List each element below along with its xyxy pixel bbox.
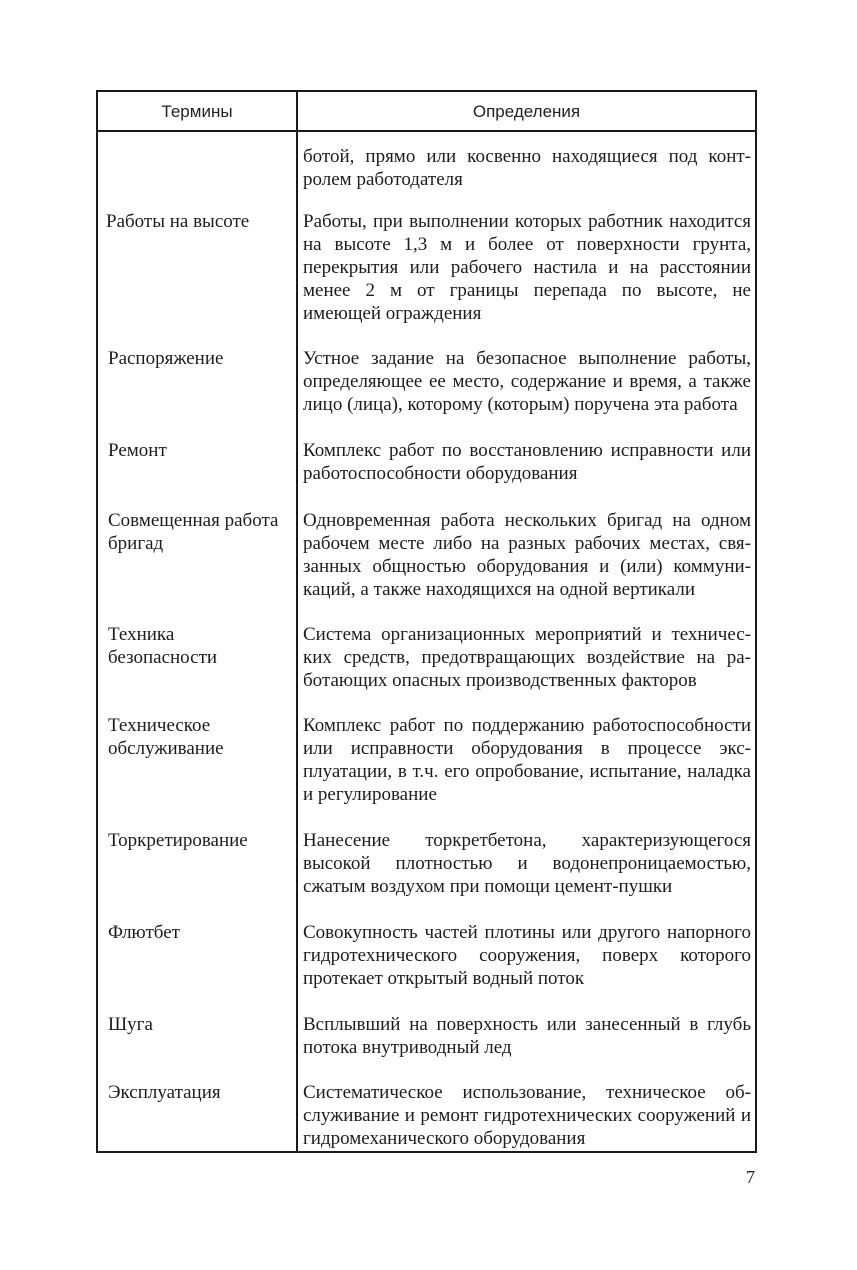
row-term: Торкретирование [108, 830, 248, 851]
row-definition: Комплекс работ по восстановлению исправности или работоспособности оборудования [303, 440, 751, 484]
row-term: Техника безопасности [108, 624, 218, 668]
row-term: Техническое обслуживание [108, 715, 224, 759]
row-term: Флютбет [108, 922, 180, 943]
row-definition: Система организационных мероприятий и технических средств, предотвращающих воздействие на работающих опасных производственных факторов [303, 624, 751, 691]
row-term: Шуга [108, 1014, 153, 1035]
row-definition: Совокупность частей плотины или другого напорного гидротехнического сооружения, поверх которого протекает открытый водный поток [303, 922, 751, 989]
table-header [98, 92, 755, 132]
terms-table [96, 90, 757, 1153]
row-definition: Комплекс работ по поддержанию работоспособности или исправности оборудования в процессе эксплуатации, в т.ч. его опробование, испытание, наладка и регулирование [303, 715, 751, 805]
row-definition: Систематическое использование, техническое обслуживание и ремонт гидротехнических сооружений и гидромеханического оборудования [303, 1082, 751, 1149]
row-definition: Всплывший на поверхность или занесенный в глубь потока внутриводный лед [303, 1014, 751, 1058]
header-definitions: Определения [472, 102, 581, 121]
row-term: Совмещенная работа бригад [108, 510, 279, 554]
row-term: Работы на высоте [106, 211, 250, 232]
row-definition: Одновременная работа нескольких бригад на одном рабочем месте либо на разных рабочих местах, связанных общностью оборудования и (или) коммуникаций, а также находящихся на одной вертикали [303, 510, 751, 600]
row-term: Эксплуатация [108, 1082, 221, 1103]
row-term: Ремонт [108, 440, 167, 461]
header-terms: Термины [161, 102, 233, 121]
row-term: Распоряжение [108, 348, 224, 369]
row-definition: ботой, прямо или косвенно находящиеся под контролем работодателя [303, 146, 751, 190]
column-divider [296, 92, 298, 1151]
row-definition: Нанесение торкретбетона, характеризующегося высокой плотностью и водонепроницаемостью, сжатым воздухом при помощи цемент-пушки [303, 830, 751, 897]
row-definition: Работы, при выполнении которых работник находится на высоте 1,3 м и более от поверхности грунта, перекрытия или рабочего настила и на расстоянии менее 2 м от границы перепада по высоте, не имеющей ограждения [303, 211, 751, 324]
page-number: 7 [746, 1167, 755, 1187]
row-definition: Устное задание на безопасное выполнение работы, определяющее ее место, содержание и время, а также лицо (лица), которому (которым) поручена эта работа [303, 348, 751, 415]
